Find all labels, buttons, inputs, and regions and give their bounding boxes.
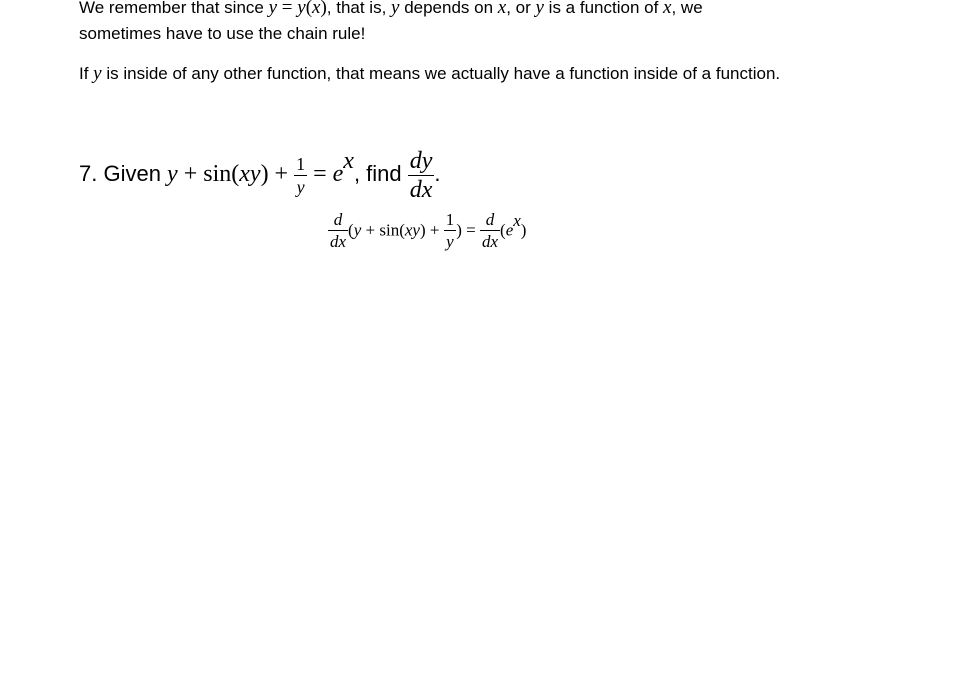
text: , that is, — [326, 0, 392, 17]
text: is a function of — [543, 0, 664, 17]
denominator: dx — [481, 232, 499, 252]
math-var: y — [535, 0, 544, 18]
math-op: ) — [320, 0, 327, 18]
math-var: x — [663, 0, 672, 18]
text: depends on — [399, 0, 498, 17]
text: . — [434, 161, 441, 187]
fraction-one-over-y — [444, 211, 457, 250]
math-var: y — [353, 220, 362, 240]
math-op: + sin( — [361, 220, 405, 240]
denominator: dx — [409, 176, 433, 203]
numerator: 1 — [296, 153, 306, 174]
math-var: e — [505, 220, 514, 240]
differentiated-equation — [328, 211, 526, 250]
math-var: y — [167, 161, 178, 188]
math-op: ( — [305, 0, 313, 18]
text: sometimes have to use the chain rule! — [79, 24, 366, 43]
math-op: + sin( — [177, 161, 240, 188]
text: , we — [671, 0, 703, 17]
math-var: y — [93, 63, 102, 84]
math-op: ( — [500, 220, 506, 240]
math-var: e — [332, 161, 344, 188]
math-var: y — [268, 0, 278, 18]
math-op: ) + — [260, 161, 295, 188]
fraction-dy-dx — [408, 149, 435, 202]
fraction-d-dx-lhs — [328, 211, 348, 250]
math-var: y — [391, 0, 400, 18]
math-op: = — [277, 0, 298, 18]
problem-7 — [79, 147, 441, 202]
text: is inside of any other function, that means we actually have a function inside of a function. — [101, 64, 781, 83]
fraction-one-over-y — [294, 155, 307, 196]
text: , find — [353, 161, 408, 187]
math-op: = — [461, 220, 480, 240]
numerator: d — [485, 210, 495, 230]
numerator: 1 — [445, 210, 455, 230]
paragraph-line-1 — [79, 0, 703, 18]
math-var: y — [297, 0, 306, 18]
text: We remember that since — [79, 0, 269, 17]
math-var: xy — [404, 220, 420, 240]
exponent: x — [343, 148, 354, 174]
numerator: d — [333, 210, 343, 230]
paragraph-line-2 — [79, 24, 365, 44]
math-var: x — [497, 0, 507, 18]
math-var: x — [312, 0, 321, 18]
denominator: y — [444, 230, 457, 250]
fraction-d-dx-rhs — [480, 211, 500, 250]
text: If — [79, 64, 94, 83]
exponent: x — [513, 211, 521, 230]
math-op: ) — [456, 220, 462, 240]
math-op: = — [307, 161, 333, 188]
math-var: xy — [239, 161, 261, 188]
numerator: dy — [409, 147, 433, 174]
math-op: ) — [520, 220, 527, 240]
paragraph-2 — [79, 64, 780, 84]
denominator: dx — [330, 232, 347, 252]
problem-label: 7. Given — [79, 161, 168, 187]
denominator: y — [294, 175, 307, 196]
math-op: ) + — [419, 220, 444, 240]
math-op: ( — [348, 220, 354, 240]
text: , or — [506, 0, 536, 17]
